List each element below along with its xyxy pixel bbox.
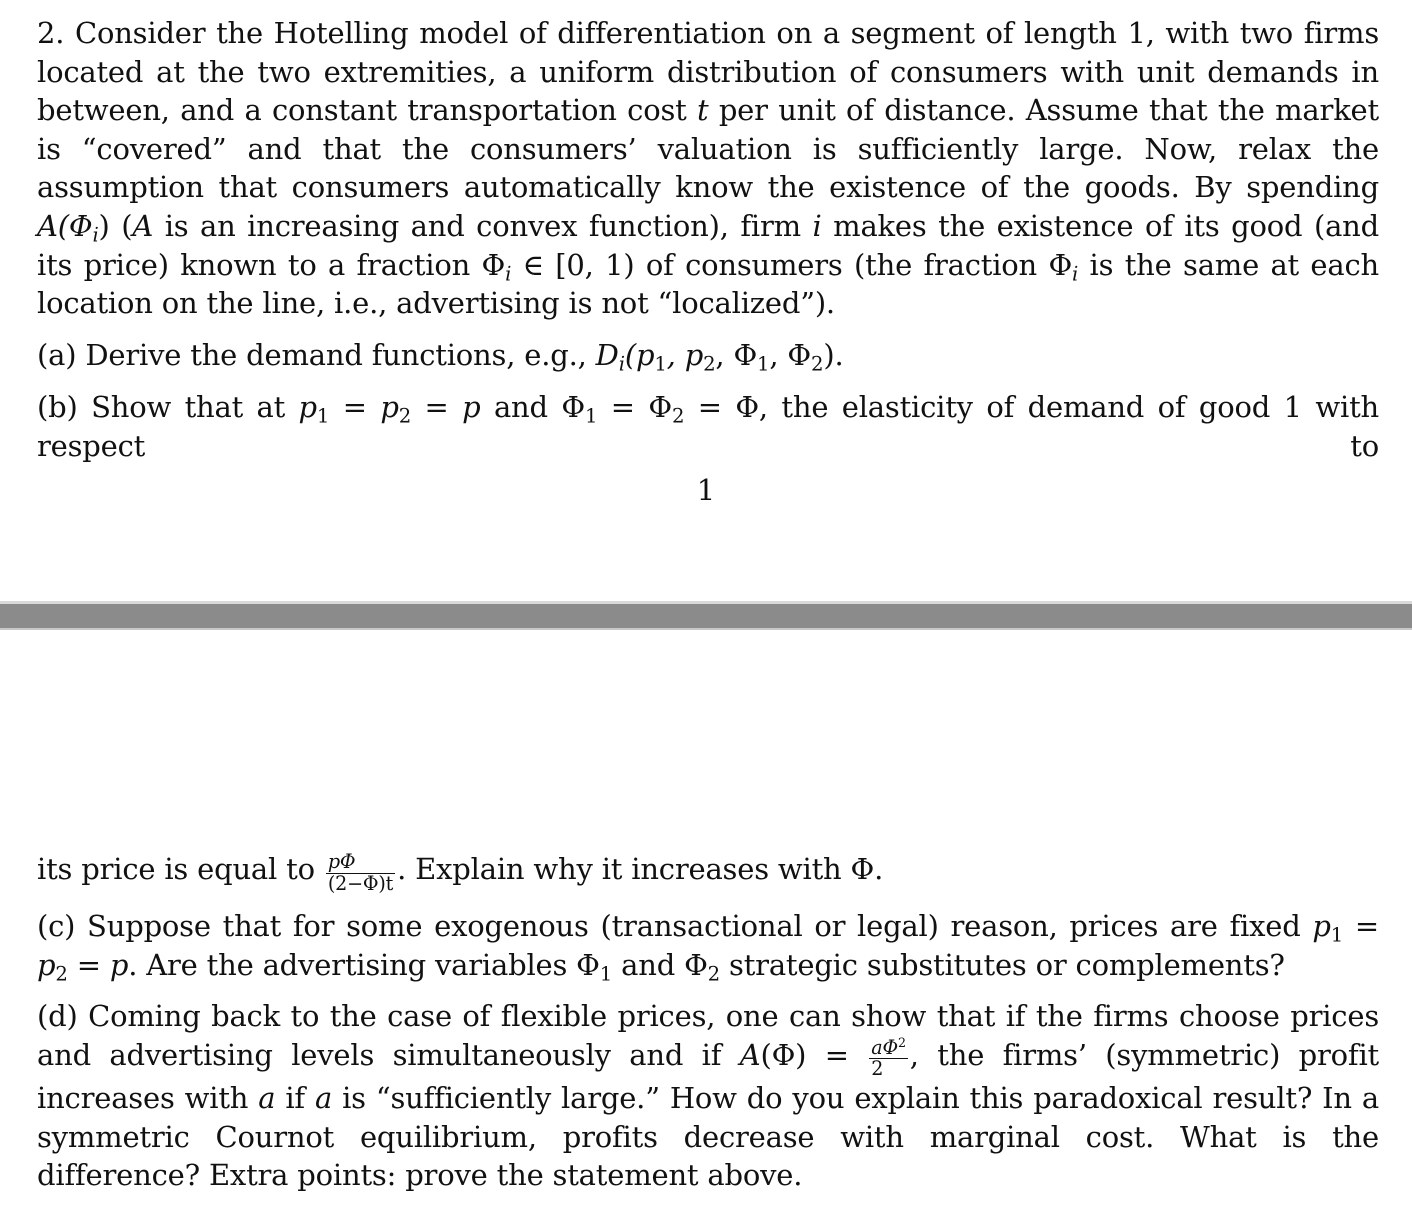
- sub-i: i: [1072, 262, 1079, 286]
- part-a-label: (a) Derive the demand functions, e.g.,: [37, 338, 596, 372]
- part-d-text: , the firms’ (symmetric) profit increases with: [37, 1037, 1379, 1116]
- page-separator: [0, 601, 1412, 630]
- part-d-text: is “sufficiently large.” How do you explain this paradoxical result? In a symmetric Cournot equilibrium, profits decrease with marginal cost. What is the difference? Extra points: prove the statement above.: [37, 1081, 1379, 1193]
- sub-i: i: [505, 262, 512, 286]
- equals: =: [411, 390, 463, 424]
- part-c-text: and Φ: [612, 947, 708, 982]
- var-p: p: [298, 390, 317, 424]
- elasticity-fraction: [326, 852, 395, 893]
- var-D: D: [595, 338, 619, 372]
- intro-text-6: ∈ [0, 1) of consumers (the fraction Φ: [511, 247, 1073, 282]
- expr-comma: , Φ: [769, 338, 811, 372]
- var-i: i: [812, 208, 822, 243]
- part-b-text: = Φ, the elasticity of demand of good 1 with respect to: [37, 390, 1379, 463]
- sub-2: 2: [55, 962, 68, 986]
- intro-text-1: 2. Consider the Hotelling model of differentiation on a segment of length 1, with two firms located at the two extremities, a uniform distribution of consumers with unit demands in between, and a constant transportation cost: [37, 16, 1379, 128]
- var-p: p: [37, 947, 56, 982]
- sub-1: 1: [1330, 923, 1344, 947]
- part-b-text: and Φ: [480, 390, 585, 424]
- sub-2: 2: [398, 404, 412, 428]
- intro-text-3: ) (: [98, 208, 133, 243]
- fraction-numerator: [869, 1035, 908, 1060]
- sub-i: i: [92, 223, 99, 247]
- part-d-text: (d) Coming back to the case of flexible prices, one can show that if the firms choose prices and advertising levels simultaneously and if: [37, 999, 1379, 1072]
- sub-1: 1: [599, 962, 613, 986]
- expr-A-arg: (Φ) =: [760, 1037, 868, 1072]
- var-A: A: [132, 208, 154, 243]
- cost-fraction: [869, 1035, 908, 1081]
- part-c-text: strategic substitutes or complements?: [720, 947, 1285, 982]
- part-d-text: if: [275, 1081, 315, 1116]
- part-c: [37, 907, 1379, 984]
- expr-A-phi: A(Φ: [37, 208, 93, 243]
- part-b-cont-text: its price is equal to: [37, 852, 324, 886]
- fraction-numerator: pΦ: [326, 852, 395, 873]
- numerator-text: aΦ: [871, 1036, 898, 1060]
- equals: =: [1343, 909, 1379, 943]
- intro-text-2: per unit of distance. Assume that the market is “covered” and that the consumers’ valuation is sufficiently large. Now, relax the assumption that consumers automatically know the existence of the goods. By spending: [37, 93, 1379, 205]
- page-number: 1: [696, 473, 716, 507]
- part-b: [37, 388, 1379, 465]
- part-b-text: = Φ: [597, 390, 672, 424]
- superscript-2: 2: [897, 1035, 906, 1051]
- fraction-denominator: (2−Φ)t: [327, 871, 394, 895]
- page-top: [0, 0, 1412, 601]
- sub-2: 2: [707, 962, 720, 986]
- sub-1: 1: [654, 352, 667, 376]
- sub-1: 1: [584, 404, 598, 428]
- sub-1: 1: [316, 404, 330, 428]
- var-t: t: [696, 93, 709, 128]
- part-b-cont-text: . Explain why it increases with Φ.: [397, 852, 884, 886]
- var-A: A: [739, 1037, 761, 1072]
- part-a: [37, 336, 1379, 375]
- expr-comma: , Φ: [715, 338, 758, 372]
- intro-text-7: is the same at each location on the line, i.e., advertising is not “localized”).: [37, 247, 1379, 321]
- equals: =: [67, 947, 110, 982]
- part-c-text: . Are the advertising variables Φ: [128, 947, 600, 982]
- intro-text-4: is an increasing and convex function), firm: [153, 208, 813, 243]
- var-p: p: [462, 390, 481, 424]
- part-b-continuation: [37, 850, 1379, 894]
- part-c-text: (c) Suppose that for some exogenous (transactional or legal) reason, prices are fixed: [37, 909, 1313, 943]
- page-bottom: [0, 630, 1412, 1208]
- var-p: p: [380, 390, 399, 424]
- fraction-denominator: 2: [871, 1057, 884, 1081]
- part-b-label: (b) Show that at: [37, 390, 299, 424]
- var-p: p: [1312, 909, 1331, 943]
- question-intro: [37, 14, 1379, 323]
- var-a: a: [258, 1081, 276, 1116]
- intro-text-5: makes the existence of its good (and its price) known to a fraction Φ: [37, 208, 1380, 282]
- equals: =: [329, 390, 381, 424]
- sub-2: 2: [703, 352, 716, 376]
- sub-i: i: [618, 352, 625, 376]
- part-d: [37, 997, 1379, 1195]
- expr-end: ).: [823, 338, 844, 372]
- var-a: a: [314, 1081, 333, 1116]
- expr-comma: , p: [666, 338, 704, 372]
- sub-1: 1: [757, 352, 770, 376]
- var-p: p: [109, 947, 129, 982]
- sub-2: 2: [811, 352, 824, 376]
- sub-2: 2: [671, 404, 685, 428]
- expr-args: (p: [624, 338, 655, 372]
